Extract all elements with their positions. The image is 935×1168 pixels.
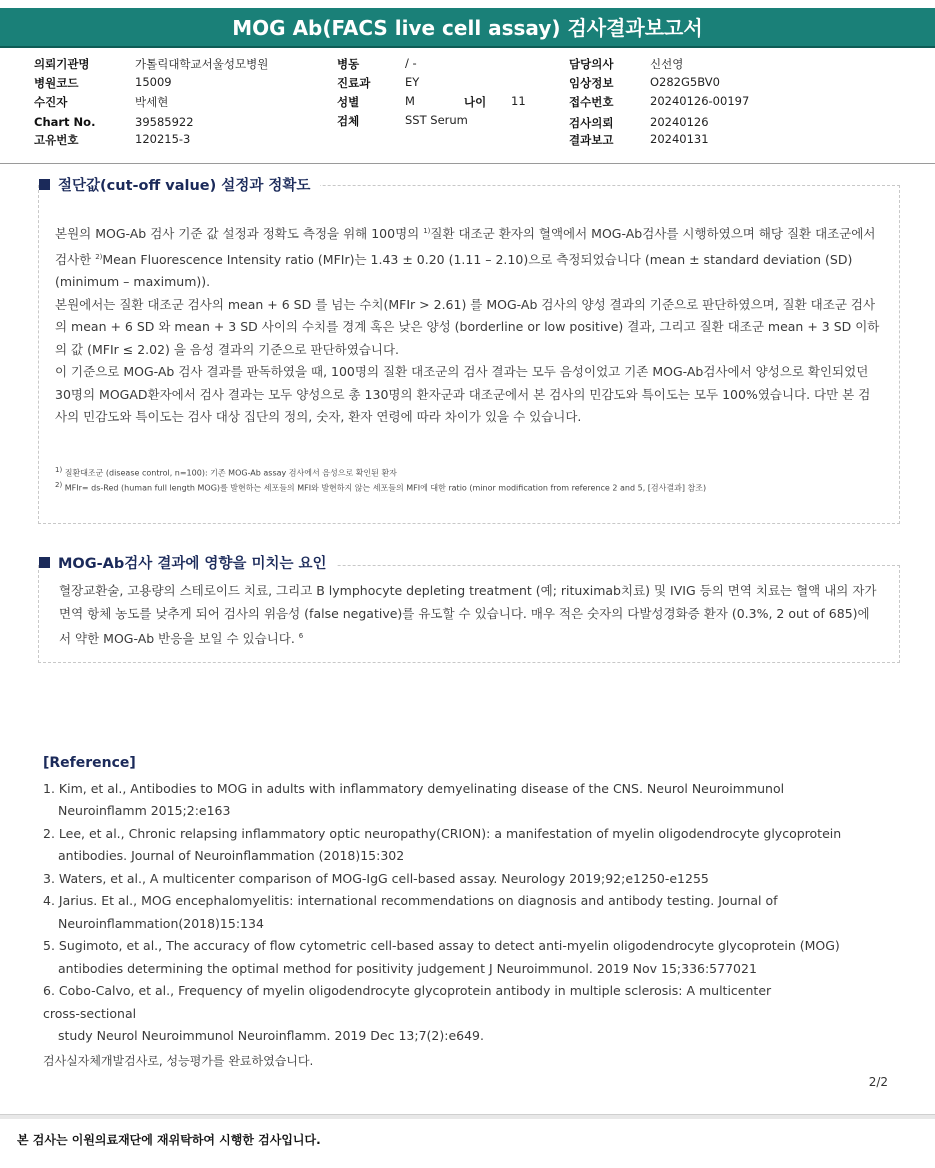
unique-no-value: 120215-3 [135,132,191,146]
sex-value: M [405,94,415,108]
specimen-label: 검체 [337,114,360,128]
reference-item-6: 6. Cobo-Calvo, et al., Frequency of myelin oligodendrocyte glycoprotein antibody in multiple sclerosis: A multicenter cross-sectional study Neurol Neuroimmunol Neuroinflamm. 2019 Dec 13;7(2):e649. [43,983,772,1043]
footnotes [55,464,881,495]
dept-value: EY [405,75,420,89]
chart-no-value: 39585922 [135,115,194,129]
age-value: 11 [511,94,526,108]
institution-label: 의뢰기관명 [34,57,90,71]
clinical-info-label: 임상정보 [569,76,614,90]
footer-note: 본 검사는 이원의료재단에 재위탁하여 시행한 검사입니다. [17,1133,321,1147]
patient-info-block [0,50,935,164]
factors-section-box [38,565,900,663]
cutoff-paragraph-1: 본원의 MOG-Ab 검사 기준 값 설정과 정확도 측정을 위해 100명의 $^{1)}$질환 대조군 환자의 혈액에서 MOG-Ab검사를 시행하였으며 해당 질환 대조군에서 검사한 $^{2)}$Mean Fluorescence Intensity ratio (MFIr)는 1.43 ± 0.20 (1.11 – 2.10)으로 측정되었습니다 (mean ± standard deviation (SD) (minimum – maximum)). [55,226,876,290]
clinical-info-value: O282G5BV0 [650,75,720,89]
factors-body: 혈장교환술, 고용량의 스테로이드 치료, 그리고 B lymphocyte depleting treatment (예; rituximab치료) 및 IVIG 등의 면역 치료는 혈액 내의 자가면역 항체 농도를 낮추게 되어 검사의 위음성 (false negative)를 유도할 수 있습니다. 매우 적은 숫자의 다발성경화증 환자 (0.3%, 2 out of 685)에서 약한 MOG-Ab 반응을 보일 수 있습니다. $^6$ [59,583,877,647]
section-bullet-icon [39,557,50,568]
reference-item-2: 2. Lee, et al., Chronic relapsing inflammatory optic neuropathy(CRION): a manifestation of myelin oligodendrocyte glycoprotein antibodies. Journal of Neuroinflammation (2018)15:302 [43,825,842,863]
ward-value: / - [405,56,417,70]
sex-label: 성별 [337,95,360,109]
age-label: 나이 [464,95,487,109]
specimen-value: SST Serum [405,113,468,127]
unique-no-label: 고유번호 [34,133,79,147]
reference-item-3: 3. Waters, et al., A multicenter comparison of MOG-IgG cell-based assay. Neurology 2019;92;e1250-e1255 [43,870,709,886]
hospital-code-label: 병원코드 [34,76,79,90]
cutoff-section-box [38,185,900,524]
ward-label: 병동 [337,57,360,71]
recipient-value: 박세현 [135,95,169,109]
footnote-2: $^{2)}$ MFIr= ds-Red (human full length MOG)를 발현하는 세포들의 MFI와 발현하지 않는 세포들의 MFI에 대한 ratio (minor modification from reference 2 and 5, [검사결과] 참조) [55,481,707,494]
report-date-value: 20240131 [650,132,709,146]
request-date-label: 검사의뢰 [569,116,614,130]
reference-item-5: 5. Sugimoto, et al., The accuracy of flow cytometric cell-based assay to detect anti-myelin oligodendrocyte glycoprotein (MOG) antibodies determining the optimal method for positivity judgement J Neuroimmunol. 2019 Nov 15;336:577021 [43,938,840,976]
reference-list [43,752,903,1072]
doctor-value: 신선영 [650,57,684,71]
institution-value: 가톨릭대학교서울성모병원 [135,57,269,71]
cutoff-body [55,220,881,429]
receipt-no-label: 접수번호 [569,95,614,109]
footnote-1: $^{1)}$ 질환대조군 (disease control, n=100): 기존 MOG-Ab assay 검사에서 음성으로 확인된 환자 [55,465,397,478]
cutoff-section-heading: 절단값(cut-off value) 설정과 정확도 [39,174,320,195]
request-date-value: 20240126 [650,115,709,129]
dept-label: 진료과 [337,76,371,90]
cutoff-paragraph-3: 이 기준으로 MOG-Ab 검사 결과를 판독하였을 때, 100명의 질환 대조군의 검사 결과는 모두 음성이었고 기존 MOG-Ab검사에서 양성으로 확인되었던 30명의 MOGAD환자에서 검사 결과는 모두 양성으로 총 130명의 환자군과 대조군에서 본 검사의 민감도와 특이도는 모두 100%였습니다. 다만 본 검사의 민감도와 특이도는 검사 대상 집단의 정의, 숫자, 환자 연령에 따라 차이가 있을 수 있습니다. [55,364,871,425]
section-bullet-icon [39,179,50,190]
doctor-label: 담당의사 [569,57,614,71]
reference-heading: [Reference] [43,755,136,771]
hospital-code-value: 15009 [135,75,172,89]
reference-item-1: 1. Kim, et al., Antibodies to MOG in adults with inflammatory demyelinating disease of the CNS. Neurol Neuroimmunol Neuroinflamm 2015;2:e163 [43,780,785,818]
page-number: 2/2 [868,1075,888,1089]
factors-section-heading: MOG-Ab검사 결과에 영향을 미치는 요인 [39,552,337,573]
validation-note: 검사실자체개발검사로, 성능평가를 완료하였습니다. [43,1053,314,1068]
chart-no-label: Chart No. [34,115,96,129]
report-title: MOG Ab(FACS live cell assay) 검사결과보고서 [0,8,935,48]
footer-divider [0,1114,935,1119]
reference-item-4: 4. Jarius. Et al., MOG encephalomyelitis: international recommendations on diagnosis and antibody testing. Journal of Neuroinflammation(2018)15:134 [43,893,778,931]
recipient-label: 수진자 [34,95,68,109]
cutoff-paragraph-2: 본원에서는 질환 대조군 검사의 mean + 6 SD 를 넘는 수치(MFIr > 2.61) 를 MOG-Ab 검사의 양성 결과의 기준으로 판단하였으며, 질환 대조군 검사의 mean + 6 SD 와 mean + 3 SD 사이의 수치를 경계 혹은 낮은 양성 (borderline or low positive) 결과, 그리고 질환 대조군 mean + 3 SD 이하의 값 (MFIr ≤ 2.02) 을 음성 결과의 기준으로 판단하였습니다. [55,296,880,357]
report-date-label: 결과보고 [569,133,614,147]
receipt-no-value: 20240126-00197 [650,94,750,108]
